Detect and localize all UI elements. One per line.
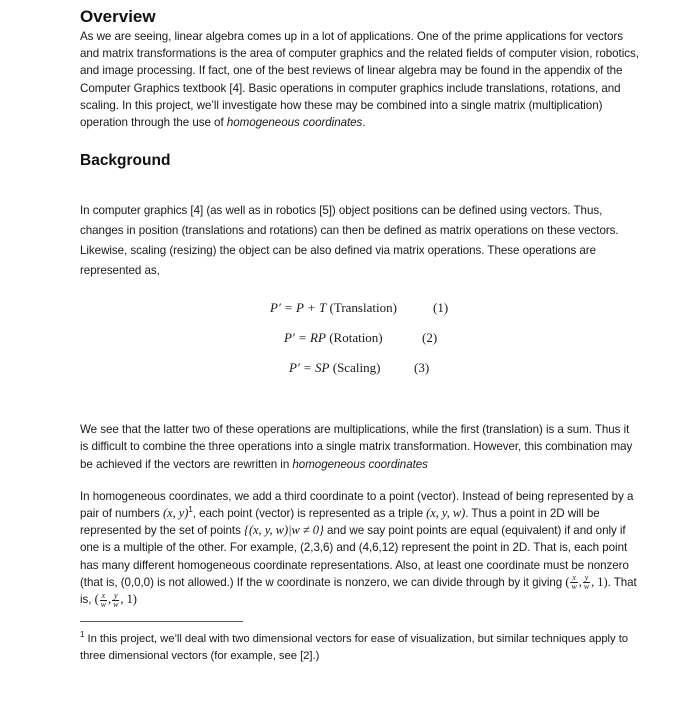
equation-block xyxy=(80,293,640,383)
math-tuple-1: ( $\frac{x}{w}$ , $\frac{y}{w}$ , 1) xyxy=(565,573,608,592)
equation-label: (Translation) xyxy=(329,300,397,316)
equation-lhs: P′ = P + T xyxy=(270,300,327,316)
equation-number: (1) xyxy=(433,300,449,316)
footnote-marker: 1 xyxy=(80,630,85,640)
math-set: {(x, y, w)|w ≠ 0} xyxy=(244,523,324,538)
equation-rotation xyxy=(80,323,640,353)
fraction-x-over-w: $\frac{x}{w}$ xyxy=(571,573,577,592)
equation-label: (Scaling) xyxy=(332,360,381,376)
equation-lhs: P′ = RP xyxy=(284,330,326,346)
equation-number: (3) xyxy=(414,360,430,376)
operations-paragraph xyxy=(80,421,640,473)
footnote-ref: 1 xyxy=(188,505,193,515)
operations-text: We see that the latter two of these operations are multiplications, while the first (translation) is a sum. Thus it is difficult to combine the three operations into a single matrix transformation. However, this combination may be achieved if the vectors are rewritten in xyxy=(80,423,633,471)
equation-label: (Rotation) xyxy=(329,330,383,346)
equation-scaling xyxy=(80,353,640,383)
footnote xyxy=(80,631,640,665)
equation-translation xyxy=(80,293,640,323)
overview-end: . xyxy=(362,116,366,130)
math-tuple-2: ( $\frac{x}{w}$ , $\frac{y}{w}$ , 1) xyxy=(94,591,137,610)
overview-paragraph xyxy=(80,28,640,131)
equation-number: (2) xyxy=(422,330,438,346)
math-triple: (x, y, w) xyxy=(426,506,466,521)
document-page xyxy=(80,6,640,665)
math-pair: (x, y) xyxy=(162,506,189,521)
homog-text-1: In homogeneous coordinates, we add a third coordinate to a point (vector). Instead of being represented by a pair of numbers xyxy=(80,489,634,521)
equation-lhs: P′ = SP xyxy=(289,360,330,376)
homog-text-3: . Thus a point in 2D will be represented by the set of points xyxy=(80,507,600,538)
homog-text-4: and we say point points are equal (equivalent) if and only if one is a multiple of the other. For example, (2,3,6) and (4,6,12) represent the point in 2D. That is, each point has many different homogeneous coordinate representations. Also, at least one coordinate must be nonzero (that is, (0,0,0) is not allowed.) If the w coordinate is nonzero, we can divide through by it giving xyxy=(80,524,629,589)
overview-heading: Overview xyxy=(80,7,156,26)
operations-emphasis: homogeneous coordinates xyxy=(292,457,428,471)
footnote-text: In this project, we’ll deal with two dimensional vectors for ease of visualization, but similar techniques apply to three dimensional vectors (for example, see [2].) xyxy=(80,633,629,663)
background-intro: In computer graphics [4] (as well as in robotics [5]) object positions can be defined using vectors. Thus, changes in position (translations and rotations) can then be defined as matrix operations on these vectors. Likewise, scaling (resizing) the object can be also defined via matrix operations. These operations are represented as, xyxy=(80,204,619,278)
overview-emphasis: homogeneous coordinates xyxy=(226,116,363,130)
background-heading: Background xyxy=(80,152,171,170)
fraction-x-over-w: $\frac{x}{w}$ xyxy=(100,591,107,610)
homog-text-2: , each point (vector) is represented as a triple xyxy=(192,507,427,521)
fraction-y-over-w: $\frac{y}{w}$ xyxy=(583,573,590,592)
fraction-y-over-w: $\frac{y}{w}$ xyxy=(113,591,119,610)
homogeneous-paragraph xyxy=(80,488,640,609)
homog-text-5: . That is, xyxy=(80,575,637,607)
footnote-divider xyxy=(80,621,243,622)
overview-text: As we are seeing, linear algebra comes up in a lot of applications. One of the prime applications for vectors and matrix transformations is the area of computer graphics and the related fields of computer vision, robotics, and image processing. If fact, one of the best reviews of linear algebra may be found in the appendix of the Computer Graphics textbook [4]. Basic operations in computer graphics include translations, rotations, and scaling. In this project, we’ll investigate how these may be combined into a single matrix (multiplication) operation through the use of xyxy=(80,30,639,130)
